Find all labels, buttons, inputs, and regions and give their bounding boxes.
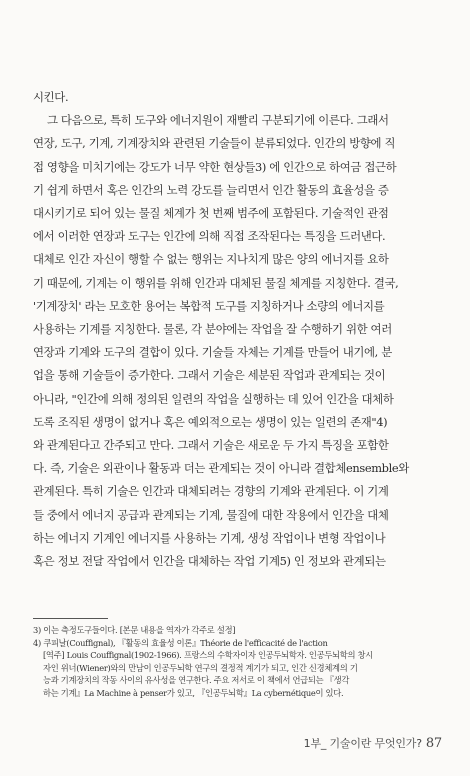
- footnotes: [33, 624, 443, 700]
- footnote-divider: [33, 618, 108, 619]
- body-line: 와 관계된다고 간주되고 만다. 그래서 기술은 새로운 두 가지 특징을 포함한: [33, 438, 389, 453]
- body-line: 그 다음으로, 특히 도구와 에너지원이 재빨리 구분되기에 이른다. 그래서: [47, 113, 389, 128]
- footnote-line: [역주] Louis Couffignal(1902-1966). 프랑스의 수학자이자 인공두뇌학자. 인공두뇌학의 창시: [43, 650, 373, 661]
- body-line: 접 영향을 미치기에는 강도가 너무 약한 현상들3) 에 인간으로 하여금 접근하: [33, 159, 397, 174]
- body-line: 업을 통해 기술들이 증가한다. 그래서 기술은 세분된 작업과 관계되는 것이: [33, 368, 386, 383]
- page-number: 87: [425, 736, 442, 751]
- body-line: 다. 즉, 기술은 외관이나 활동과 더는 관계되는 것이 아니라 결합체ensemble와: [33, 461, 409, 476]
- body-line: 관계된다. 특히 기술은 인간과 대체되려는 경향의 기계와 관계된다. 이 기계: [33, 484, 389, 499]
- footnote-line: 자인 위너(Wiener)와의 만남이 인공두뇌학 연구의 결정적 계기가 되고, 인간 신경체계의 기: [43, 662, 358, 673]
- body-line: 혹은 정보 전달 작업에서 인간을 대체하는 작업 기계5) 인 정보와 관계되는: [33, 554, 386, 569]
- body-line: 사용하는 기계를 지칭한다. 물론, 각 분야에는 작업을 잘 수행하기 위한 여러: [33, 322, 392, 337]
- body-line: 아니라, "인간에 의해 정의된 일련의 작업을 실행하는 데 있어 인간을 대체하: [33, 391, 394, 406]
- body-line: 들 중에서 에너지 공급과 관계되는 기계, 물질에 대한 작용에서 인간을 대체: [33, 507, 389, 522]
- body-line: 시킨다.: [33, 90, 69, 104]
- body-line: 하는 에너지 기계인 에너지를 사용하는 기계, 생성 작업이나 변형 작업이나: [33, 530, 386, 545]
- body-line: 연장, 도구, 기계, 기계장치와 관련된 기술들이 분류되었다. 인간의 방향에 직: [33, 136, 396, 151]
- footnote-line: 능과 기계장치의 작동 사이의 유사성을 연구한다. 주요 저서로 이 책에서 언급되는 『생각: [43, 675, 350, 686]
- body-line: 기 쉽게 하면서 혹은 인간의 노력 강도를 늘리면서 인간 활동의 효율성을 증: [33, 182, 389, 197]
- body-line: 대체로 인간 자신이 행할 수 없는 행위는 지나치게 많은 양의 에너지를 요하: [33, 252, 389, 267]
- running-head: 1부_ 기술이란 무엇인가?: [303, 737, 422, 750]
- body-line: 도록 조직된 생명이 없거나 혹은 예외적으로는 생명이 있는 일련의 존재"4): [33, 414, 388, 429]
- page-footer: [304, 735, 442, 751]
- body-line: 에서 이러한 연장과 도구는 인간에 의해 직접 조작된다는 특징을 드러낸다.: [33, 229, 386, 244]
- footnote-line: 4) 쿠피날(Couffignal), 『활동의 효율성 이론』Théorie de l'efficacité de l'action: [33, 637, 328, 648]
- body-line: 연장과 기계와 도구의 결합이 있다. 기술들 자체는 기계를 만들어 내기에, 분: [33, 345, 392, 360]
- body-line: 대시키기로 되어 있는 물질 체계가 첫 번째 범주에 포함된다. 기술적인 관점: [33, 206, 389, 221]
- body-line: '기계장치' 라는 모호한 용어는 복합적 도구를 지칭하거나 소량의 에너지를: [33, 298, 385, 313]
- footnote-line: 하는 기계』La Machine à penser가 있고, 『인공두뇌학』La cybernétique이 있다.: [43, 687, 344, 698]
- footnote-line: 3) 이는 측정도구들이다. [본문 내용을 역자가 각주로 설정]: [33, 625, 236, 635]
- body-text: [33, 86, 443, 573]
- body-line: 기 때문에, 기계는 이 행위를 위해 인간과 대체된 물질 체계를 지칭한다. 결국,: [33, 275, 399, 290]
